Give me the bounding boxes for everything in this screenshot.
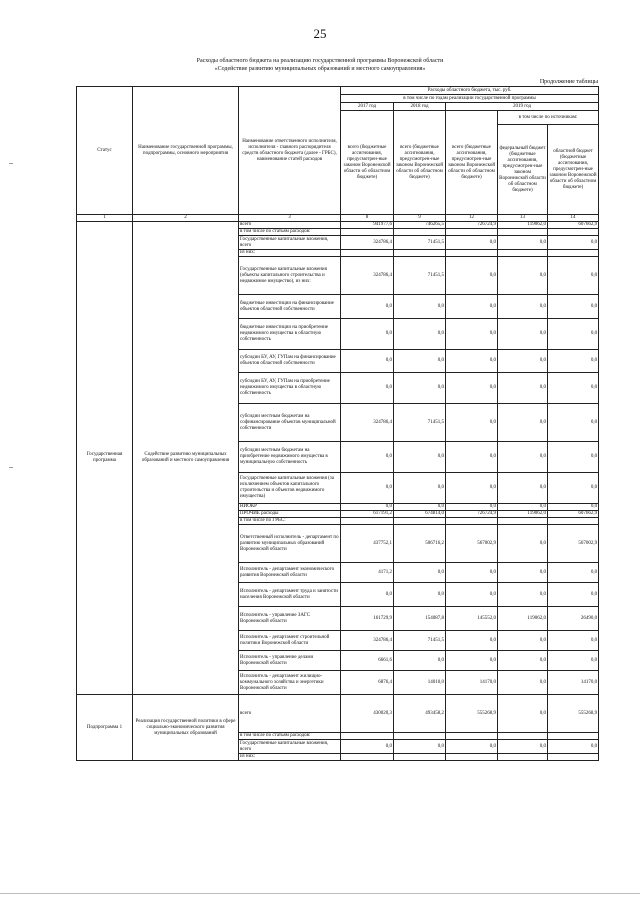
value-cell: 324786,4 (341, 404, 394, 442)
value-cell: 0,0 (498, 671, 548, 695)
value-cell: 555268,9 (548, 695, 599, 733)
value-cell: 154087,8 (394, 607, 446, 631)
value-cell: 0,0 (548, 631, 599, 651)
row-label: из них: (239, 250, 341, 257)
value-cell (548, 733, 599, 740)
value-cell (446, 250, 498, 257)
value-cell (548, 518, 599, 525)
value-cell: 14170,0 (446, 671, 498, 695)
header-2017: 2017 год (341, 103, 394, 111)
value-cell: 0,0 (341, 373, 394, 404)
row-label: бюджетные инвестиции на приобретение недвижимого имущества в областную собственность (239, 319, 341, 350)
value-cell: 324786,4 (341, 631, 394, 651)
value-cell: 0,0 (548, 404, 599, 442)
value-cell: 119062,0 (498, 511, 548, 518)
header-col13: федеральный бюджет (бюджетные ассигнования, предусмотрен-ные законом Воронежской области об областном бюджете) (498, 125, 548, 215)
program-name-cell: Содействие развитию муниципальных образований и местного самоуправления (133, 222, 239, 695)
value-cell: 0,0 (548, 295, 599, 319)
value-cell: 555268,9 (446, 695, 498, 733)
value-cell: 0,0 (394, 504, 446, 511)
value-cell (498, 229, 548, 236)
value-cell: 0,0 (446, 504, 498, 511)
value-cell: 493458,2 (394, 695, 446, 733)
value-cell: 607662,9 (548, 222, 599, 229)
value-cell (498, 250, 548, 257)
value-cell: 0,0 (548, 473, 599, 504)
continuation-label: Продолжение таблицы (539, 79, 598, 85)
value-cell: 0,0 (341, 473, 394, 504)
table-row (77, 222, 599, 229)
value-cell: 119062,0 (498, 222, 548, 229)
row-label: в том числе по статьям расходов: (239, 733, 341, 740)
value-cell: 0,0 (341, 740, 394, 754)
value-cell: 0,0 (341, 350, 394, 373)
header-2019: 2019 год (446, 103, 599, 111)
header-executor: Наименование ответственного исполнителя, исполнителя - главного распорядителя средств областного бюджета (далее - ГРБС), наименование статей расходов (239, 87, 341, 215)
value-cell: 0,0 (498, 373, 548, 404)
value-cell: 437752,1 (341, 525, 394, 563)
table-row (77, 695, 599, 733)
value-cell: 0,0 (394, 563, 446, 583)
value-cell: 0,0 (446, 583, 498, 607)
value-cell: 0,0 (498, 651, 548, 671)
value-cell: 0,0 (341, 319, 394, 350)
row-label: Государственные капитальные вложения (за исключением объектов капитального строительства и объектов недвижимого имущества) (239, 473, 341, 504)
program-name-cell: Реализация государственной политики в сфере социально-экономического развития муниципальных образований (133, 695, 239, 761)
row-label: субсидии БУ, АУ, ГУПам на финансирование объектов областной собственности (239, 350, 341, 373)
col-number: 1 (77, 215, 133, 222)
page-divider (0, 893, 640, 894)
value-cell: 0,0 (446, 473, 498, 504)
value-cell (341, 250, 394, 257)
value-cell: 726724,9 (446, 222, 498, 229)
row-label: Исполнитель - департамент строительной политики Воронежской области (239, 631, 341, 651)
value-cell: 161729,9 (341, 607, 394, 631)
row-label: Исполнитель - департамент жилищно-коммунального хозяйства и энергетики Воронежской области (239, 671, 341, 695)
header-col9: всего (бюджетные ассигнования, предусмотрен-ные законом Воронежской области об областном бюджете) (394, 111, 446, 215)
value-cell: 0,0 (498, 525, 548, 563)
value-cell: 0,0 (548, 583, 599, 607)
value-cell (341, 518, 394, 525)
row-label: субсидии местным бюджетам на софинансирование объектов муниципальной собственности (239, 404, 341, 442)
value-cell: 0,0 (498, 504, 548, 511)
col-number: 2 (133, 215, 239, 222)
value-cell (341, 229, 394, 236)
value-cell: 0,0 (394, 473, 446, 504)
value-cell: 0,0 (446, 236, 498, 250)
value-cell (341, 733, 394, 740)
value-cell: 0,0 (548, 236, 599, 250)
value-cell: 0,0 (498, 404, 548, 442)
row-label: НИОКР (239, 504, 341, 511)
row-label: Государственные капитальные вложения (объекты капитального строительства и недвижимое имущество), из них: (239, 257, 341, 295)
status-cell: Государственная программа (77, 222, 133, 695)
value-cell: 0,0 (394, 740, 446, 754)
value-cell: 726724,9 (446, 511, 498, 518)
value-cell: 71451,5 (394, 257, 446, 295)
value-cell: 14170,0 (548, 671, 599, 695)
col-number: 9 (394, 215, 446, 222)
value-cell: 324786,4 (341, 257, 394, 295)
title-line-1: Расходы областного бюджета на реализацию государственной программы Воронежской области (196, 58, 444, 64)
value-cell: 71451,5 (394, 404, 446, 442)
value-cell: 0,0 (446, 373, 498, 404)
value-cell: 0,0 (498, 740, 548, 754)
value-cell: 0,0 (446, 295, 498, 319)
value-cell: 0,0 (548, 373, 599, 404)
value-cell: 0,0 (498, 236, 548, 250)
value-cell: 0,0 (394, 651, 446, 671)
value-cell: 0,0 (548, 319, 599, 350)
header-by-years: в том числе по годам реализации государственной программы (341, 95, 599, 103)
value-cell (446, 733, 498, 740)
value-cell (548, 754, 599, 761)
header-by-sources: в том числе по источникам: (498, 111, 599, 125)
value-cell: 0,0 (394, 319, 446, 350)
row-label: Исполнитель - департамент экономического развития Воронежской области (239, 563, 341, 583)
value-cell: 0,0 (394, 583, 446, 607)
value-cell: 0,0 (498, 631, 548, 651)
value-cell: 0,0 (548, 442, 599, 473)
col-number: 14 (548, 215, 599, 222)
value-cell (394, 518, 446, 525)
row-label: ПРОЧИЕ расходы (239, 511, 341, 518)
value-cell: 0,0 (548, 651, 599, 671)
value-cell (394, 733, 446, 740)
value-cell: 941977,6 (341, 222, 394, 229)
value-cell: 0,0 (341, 442, 394, 473)
row-label: субсидии БУ, АУ, ГУПам на приобретение недвижимого имущества в областную собственность (239, 373, 341, 404)
header-col14: областной бюджет (бюджетные ассигнования, предусмотрен-ные законом Воронежской области об областном бюджете) (548, 125, 599, 215)
row-label: Государственные капитальные вложения, всего (239, 740, 341, 754)
value-cell (446, 518, 498, 525)
value-cell: 71451,5 (394, 631, 446, 651)
header-col12: всего (бюджетные ассигнования, предусмотрен-ные законом Воронежской области об областном бюджете) (446, 111, 498, 215)
col-number: 13 (498, 215, 548, 222)
value-cell: 0,0 (498, 695, 548, 733)
header-program-name: Наименование государственной программы, подпрограммы, основного мероприятия (133, 87, 239, 215)
value-cell: 0,0 (548, 257, 599, 295)
value-cell: 0,0 (548, 504, 599, 511)
row-label: Исполнитель - управление делами Воронежской области (239, 651, 341, 671)
value-cell: 0,0 (498, 583, 548, 607)
value-cell: 0,0 (341, 583, 394, 607)
value-cell (394, 754, 446, 761)
value-cell: 506716,2 (394, 525, 446, 563)
value-cell (548, 250, 599, 257)
value-cell: 71451,5 (394, 236, 446, 250)
value-cell: 0,0 (446, 651, 498, 671)
row-label: Исполнитель - управление ЗАГС Воронежской области (239, 607, 341, 631)
value-cell: 6876,4 (341, 671, 394, 695)
value-cell: 0,0 (446, 257, 498, 295)
col-number: 12 (446, 215, 498, 222)
margin-mark (9, 163, 13, 164)
value-cell: 145552,0 (446, 607, 498, 631)
row-label: всего (239, 222, 341, 229)
row-label: в том числе по ГРБС: (239, 518, 341, 525)
value-cell (394, 250, 446, 257)
row-label: бюджетные инвестиции на финансирование объектов областной собственности (239, 295, 341, 319)
value-cell: 746265,5 (394, 222, 446, 229)
row-label: всего (239, 695, 341, 733)
header-status: Статус (77, 87, 133, 215)
value-cell (341, 754, 394, 761)
value-cell: 0,0 (498, 257, 548, 295)
header-expenses: Расходы областного бюджета, тыс. руб. (341, 87, 599, 95)
title-line-2: «Содействие развитию муниципальных образований и местного самоуправления» (214, 66, 426, 72)
value-cell: 324786,4 (341, 236, 394, 250)
value-cell: 0,0 (446, 404, 498, 442)
row-label: Ответственный исполнитель - департамент по развитию муниципальных образований Воронежской области (239, 525, 341, 563)
row-label: в том числе по статьям расходов: (239, 229, 341, 236)
value-cell: 0,0 (394, 295, 446, 319)
value-cell: 0,0 (548, 740, 599, 754)
page-number: 25 (313, 26, 327, 41)
value-cell: 0,0 (394, 350, 446, 373)
value-cell: 0,0 (446, 350, 498, 373)
value-cell: 0,0 (498, 319, 548, 350)
col-number: 3 (239, 215, 341, 222)
value-cell: 0,0 (341, 504, 394, 511)
value-cell: 0,0 (341, 295, 394, 319)
value-cell: 0,0 (498, 295, 548, 319)
row-label: субсидии местным бюджетам на приобретение недвижимого имущества в муниципальную собственность (239, 442, 341, 473)
table-title (0, 57, 640, 73)
header-2018: 2018 год (394, 103, 446, 111)
value-cell: 0,0 (446, 740, 498, 754)
value-cell: 567002,9 (548, 525, 599, 563)
value-cell: 0,0 (446, 442, 498, 473)
value-cell: 674814,0 (394, 511, 446, 518)
value-cell: 0,0 (446, 319, 498, 350)
value-cell (548, 229, 599, 236)
value-cell (498, 733, 548, 740)
value-cell: 607662,9 (548, 511, 599, 518)
value-cell: 617191,2 (341, 511, 394, 518)
status-cell: Подпрограмма 1 (77, 695, 133, 761)
value-cell: 567002,9 (446, 525, 498, 563)
header-col8: всего (бюджетные ассигнования, предусмотрен-ные законом Воронежской области об областном бюджете) (341, 111, 394, 215)
col-number: 8 (341, 215, 394, 222)
value-cell: 6661,6 (341, 651, 394, 671)
value-cell: 0,0 (498, 473, 548, 504)
value-cell (498, 518, 548, 525)
margin-mark (9, 467, 13, 468)
value-cell: 0,0 (394, 373, 446, 404)
value-cell (446, 229, 498, 236)
value-cell: 4171,2 (341, 563, 394, 583)
value-cell (498, 754, 548, 761)
value-cell: 26490,0 (548, 607, 599, 631)
row-label: Государственные капитальные вложения, всего (239, 236, 341, 250)
value-cell: 0,0 (446, 631, 498, 651)
row-label: Исполнитель - департамент труда и занятости населения Воронежской области (239, 583, 341, 607)
value-cell (446, 754, 498, 761)
value-cell: 0,0 (446, 563, 498, 583)
value-cell: 14010,0 (394, 671, 446, 695)
value-cell: 430020,3 (341, 695, 394, 733)
value-cell: 0,0 (548, 350, 599, 373)
value-cell: 0,0 (394, 442, 446, 473)
value-cell: 0,0 (498, 350, 548, 373)
value-cell: 0,0 (498, 442, 548, 473)
row-label: из них: (239, 754, 341, 761)
budget-table (76, 86, 599, 761)
value-cell: 0,0 (548, 563, 599, 583)
value-cell: 119062,0 (498, 607, 548, 631)
value-cell (394, 229, 446, 236)
value-cell: 0,0 (498, 563, 548, 583)
